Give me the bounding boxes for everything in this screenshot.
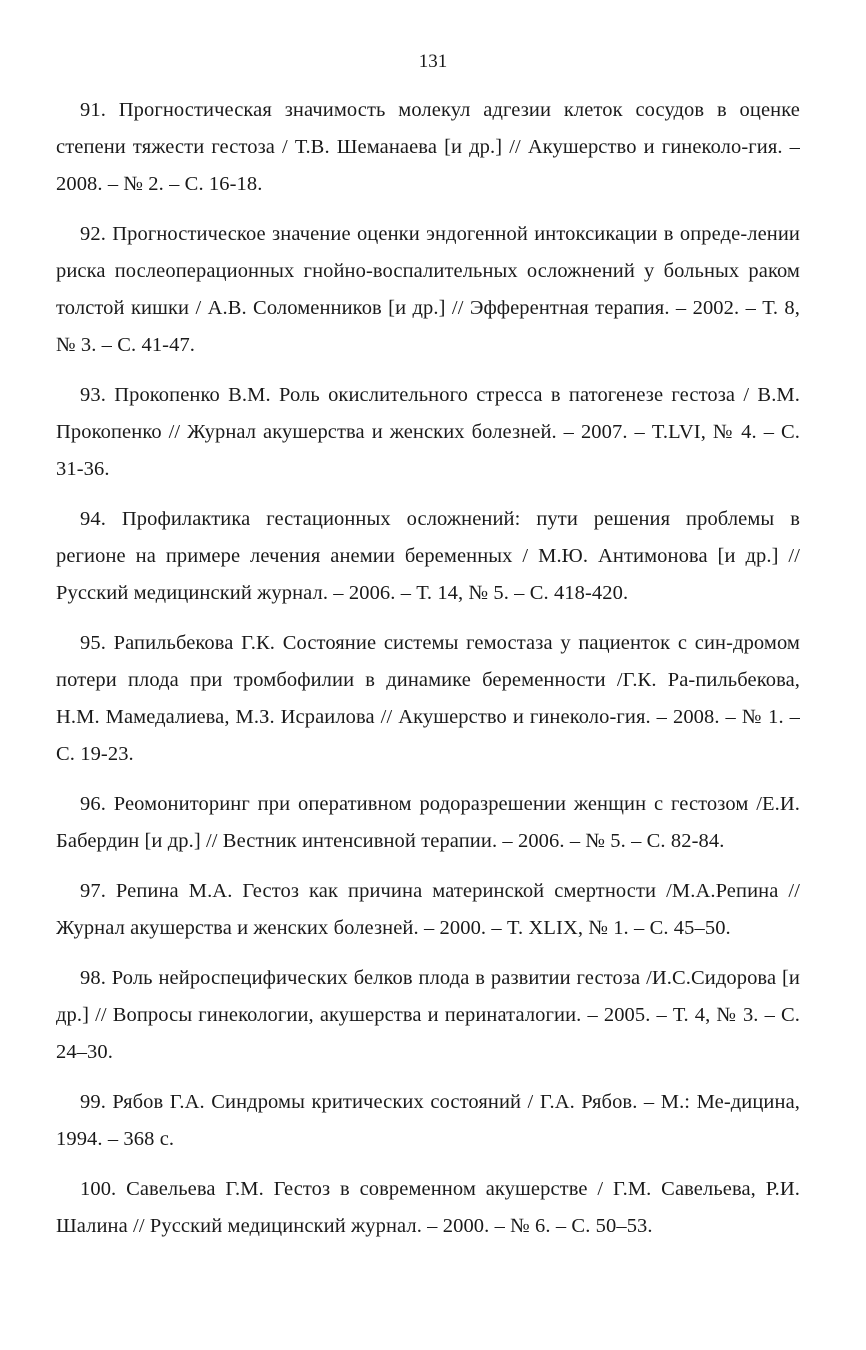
reference-item-97: 97. Репина М.А. Гестоз как причина материнской смертности /М.А.Репина // Журнал акушерства и женских болезней. – 2000. – T. XLIX, № 1. – С. 45–50. [56,880,800,939]
reference-item-98: 98. Роль нейроспецифических белков плода в развитии гестоза /И.С.Сидорова [и др.] // Вопросы гинекологии, акушерства и перинаталогии. – 2005. – Т. 4, № 3. – С. 24–30. [56,967,800,1063]
reference-item-95: 95. Рапильбекова Г.К. Состояние системы гемостаза у пациенток с син-дромом потери плода при тромбофилии в динамике беременности /Г.К. Ра-пильбекова, Н.М. Мамедалиева, М.З. Исраилова // Акушерство и гинеколо-гия. – 2008. – № 1. – С. 19-23. [56,632,800,765]
reference-item-92: 92. Прогностическое значение оценки эндогенной интоксикации в опреде-лении риска послеоперационных гнойно-воспалительных осложнений у больных раком толстой кишки / А.В. Соломенников [и др.] // Эфферентная терапия. – 2002. – Т. 8, № 3. – С. 41-47. [56,223,800,356]
page-number: 131 [418,51,448,72]
reference-item-100: 100. Савельева Г.М. Гестоз в современном акушерстве / Г.М. Савельева, Р.И. Шалина // Русский медицинский журнал. – 2000. – № 6. – С. 50–53. [56,1178,800,1237]
reference-item-94: 94. Профилактика гестационных осложнений: пути решения проблемы в регионе на примере лечения анемии беременных / М.Ю. Антимонова [и др.] // Русский медицинский журнал. – 2006. – Т. 14, № 5. – С. 418-420. [56,508,800,604]
reference-item-99: 99. Рябов Г.А. Синдромы критических состояний / Г.А. Рябов. – М.: Ме-дицина, 1994. – 368 с. [56,1091,800,1150]
reference-item-93: 93. Прокопенко В.М. Роль окислительного стресса в патогенезе гестоза / В.М. Прокопенко // Журнал акушерства и женских болезней. – 2007. – T.LVI, № 4. – С. 31-36. [56,384,800,480]
reference-item-96: 96. Реомониторинг при оперативном родоразрешении женщин с гестозом /Е.И. Бабердин [и др.] // Вестник интенсивной терапии. – 2006. – № 5. – С. 82-84. [56,793,800,852]
reference-list [56,92,800,1258]
reference-item-91: 91. Прогностическая значимость молекул адгезии клеток сосудов в оценке степени тяжести гестоза / Т.В. Шеманаева [и др.] // Акушерство и гинеколо-гия. – 2008. – № 2. – С. 16-18. [56,99,800,195]
